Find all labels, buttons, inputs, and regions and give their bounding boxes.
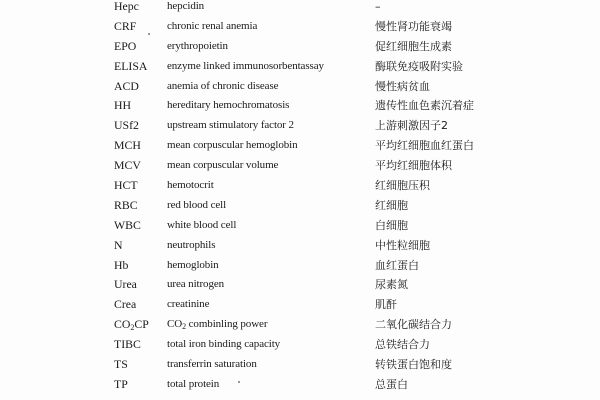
english-term: white blood cell (167, 218, 237, 231)
abbreviation: N (114, 237, 123, 252)
english-term: hemotocrit (167, 179, 214, 192)
english-term: total iron binding capacity (167, 338, 281, 351)
abbreviation: RBC (114, 197, 138, 212)
glossary-row (0, 355, 600, 375)
abbreviation: ACD (114, 78, 139, 93)
glossary-row (0, 176, 600, 196)
glossary-row (0, 375, 600, 395)
abbreviation: TIBC (114, 337, 141, 352)
glossary-row (0, 116, 600, 136)
glossary-row (0, 17, 600, 37)
chinese-term: 酶联免疫吸附实验 (375, 59, 463, 73)
chinese-term: – (375, 0, 381, 13)
english-term: urea nitrogen (167, 278, 225, 291)
english-term: anemia of chronic disease (167, 79, 279, 92)
glossary-row (0, 256, 600, 276)
abbreviation: HH (114, 98, 132, 113)
abbreviation: USf2 (114, 118, 139, 133)
glossary-row (0, 156, 600, 176)
english-term: transferrin saturation (167, 358, 257, 371)
glossary-row (0, 335, 600, 355)
glossary-row (0, 275, 600, 295)
english-term: erythropoietin (167, 39, 228, 52)
english-term: hereditary hemochromatosis (167, 99, 290, 112)
chinese-term: 促红细胞生成素 (375, 39, 452, 53)
abbreviation (114, 315, 174, 335)
glossary-row (0, 216, 600, 236)
abbreviation: MCH (114, 138, 141, 153)
abbreviation: WBC (114, 217, 141, 232)
chinese-term: 血红蛋白 (375, 258, 419, 272)
english-term: red blood cell (167, 198, 227, 211)
chinese-term: 尿素氮 (375, 278, 408, 292)
glossary-row (0, 37, 600, 57)
chinese-term: 白细胞 (375, 218, 408, 232)
subscript: 2 (130, 323, 135, 333)
chinese-term: 肌酐 (375, 298, 397, 312)
english-term: mean corpuscular volume (167, 159, 279, 172)
glossary-row (0, 136, 600, 156)
glossary-row (0, 0, 600, 17)
chinese-term: 二氧化碳结合力 (375, 318, 452, 332)
english-term: upstream stimulatory factor 2 (167, 119, 294, 132)
chinese-term: 红细胞压积 (375, 179, 430, 193)
english-term: hemoglobin (167, 258, 219, 271)
english-term: enzyme linked immunosorbentassay (167, 59, 324, 72)
glossary-row (0, 236, 600, 256)
chinese-term: 总铁结合力 (375, 338, 430, 352)
abbreviation: CRF (114, 18, 137, 33)
chinese-term: 遗传性血色素沉着症 (375, 99, 474, 113)
glossary-row (0, 77, 600, 97)
term-part: CO (167, 318, 183, 331)
glossary-row (0, 295, 600, 315)
abbreviation: TS (114, 357, 128, 372)
english-term: total protein (167, 377, 220, 390)
chinese-term: 转铁蛋白饱和度 (375, 358, 452, 372)
abbreviation: EPO (114, 38, 137, 53)
abbreviation: MCV (114, 158, 141, 173)
english-term: mean corpuscular hemoglobin (167, 139, 298, 152)
chinese-term: 总蛋白 (375, 377, 408, 391)
scan-speck (238, 381, 240, 383)
abbreviation-part: CP (134, 317, 149, 332)
glossary-row (0, 96, 600, 116)
abbreviation: Crea (114, 297, 137, 312)
chinese-term: 平均红细胞血红蛋白 (375, 139, 474, 153)
chinese-term: 慢性病贫血 (375, 79, 430, 93)
chinese-term: 上游刺激因子2 (375, 119, 448, 133)
chinese-term: 红细胞 (375, 198, 408, 212)
abbreviation-part: CO (114, 317, 131, 332)
english-term: neutrophils (167, 238, 216, 251)
glossary-row (0, 57, 600, 77)
subscript: 2 (182, 322, 186, 332)
abbreviation: Hb (114, 257, 129, 272)
term-part: combinling power (186, 318, 268, 331)
abbreviation: Urea (114, 277, 137, 292)
chinese-term: 平均红细胞体积 (375, 159, 452, 173)
chinese-term: 中性粒细胞 (375, 238, 430, 252)
abbreviation: Hepc (114, 0, 139, 13)
english-term: chronic renal anemia (167, 19, 258, 32)
abbreviation: HCT (114, 178, 138, 193)
glossary-row (0, 315, 600, 335)
abbreviation: ELISA (114, 58, 148, 73)
english-term: hepcidin (167, 0, 205, 12)
scan-speck (148, 33, 150, 35)
glossary-row (0, 196, 600, 216)
english-term: creatinine (167, 298, 210, 311)
english-term (167, 315, 367, 335)
chinese-term: 慢性肾功能衰竭 (375, 19, 452, 33)
abbreviation: TP (114, 376, 128, 391)
